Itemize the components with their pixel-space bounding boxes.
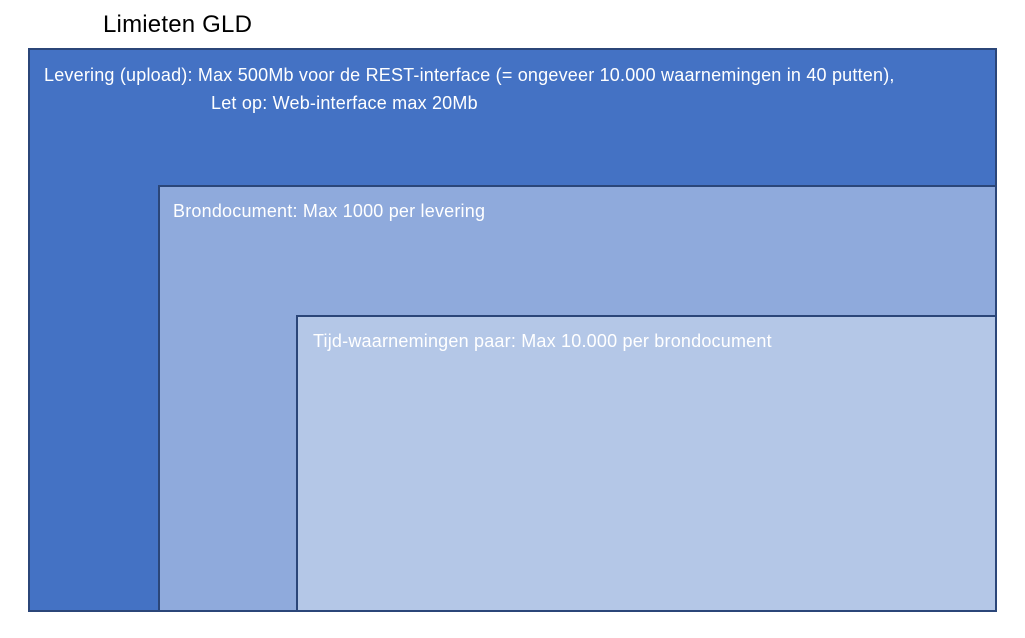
levering-box-label <box>30 50 995 128</box>
diagram-title: Limieten GLD <box>103 11 253 38</box>
web-interface-limit-text: Let op: Web-interface max 20Mb <box>211 93 478 113</box>
brondocument-limit-text: Brondocument: Max 1000 per levering <box>173 201 486 221</box>
levering-limit-text: Levering (upload): Max 500Mb voor de REST-interface (= ongeveer 10.000 waarnemingen in 40 putten), <box>44 65 895 85</box>
tijd-waarnemingen-box <box>296 315 997 612</box>
tijd-waarnemingen-limit-text: Tijd-waarnemingen paar: Max 10.000 per brondocument <box>313 331 772 351</box>
